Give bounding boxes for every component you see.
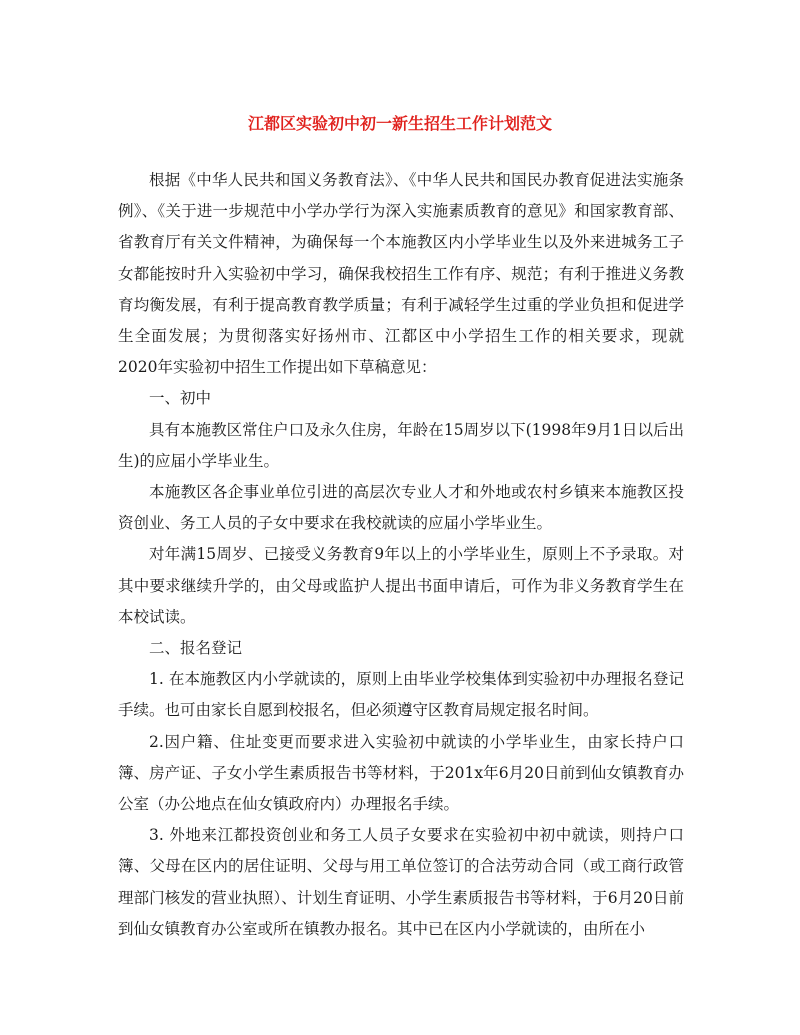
section-heading-junior-high: 一、初中	[149, 389, 212, 408]
section-heading-registration: 二、报名登记	[149, 639, 243, 658]
paragraph-registration-3: 3. 外地来江都投资创业和务工人员子女要求在实验初中初中就读，则持户口簿、父母在区内的居住证明、父母与用工单位签订的合法劳动合同（或工商行政管理部门核发的营业执照）、计划生育证明、小学生素质报告书等材料，于6月20日前到仙女镇教育办公室或所在镇教办报名。其中已在区内小学就读的，由所在小	[118, 826, 684, 938]
document-title: 江都区实验初中初一新生招生工作计划范文	[247, 114, 552, 133]
paragraph-age-limit: 对年满15周岁、已接受义务教育9年以上的小学毕业生，原则上不予录取。对其中要求继续升学的，由父母或监护人提出书面申请后，可作为非义务教育学生在本校试读。	[118, 545, 684, 626]
paragraph-registration-1: 1. 在本施教区内小学就读的，原则上由毕业学校集体到实验初中办理报名登记手续。也可由家长自愿到校报名，但必须遵守区教育局规定报名时间。	[118, 670, 684, 720]
document-body	[118, 165, 684, 945]
paragraph-registration-2: 2.因户籍、住址变更而要求进入实验初中就读的小学毕业生，由家长持户口簿、房产证、子女小学生素质报告书等材料，于201x年6月20日前到仙女镇教育办公室（办公地点在仙女镇政府内）办理报名手续。	[118, 732, 684, 814]
paragraph-eligibility-residence: 具有本施教区常住户口及永久住房，年龄在15周岁以下(1998年9月1日以后出生)的应届小学毕业生。	[118, 420, 684, 470]
paragraph-eligibility-talent: 本施教区各企事业单位引进的高层次专业人才和外地或农村乡镇来本施教区投资创业、务工人员的子女中要求在我校就读的应届小学毕业生。	[118, 483, 684, 533]
paragraph-intro: 根据《中华人民共和国义务教育法》、《中华人民共和国民办教育促进法实施条例》、《关于进一步规范中小学办学行为深入实施素质教育的意见》和国家教育部、省教育厅有关文件精神，为确保每一个本施教区内小学毕业生以及外来进城务工子女都能按时升入实验初中学习，确保我校招生工作有序、规范；有利于推进义务教育均衡发展，有利于提高教育教学质量；有利于减轻学生过重的学业负担和促进学生全面发展；为贯彻落实好扬州市、江都区中小学招生工作的相关要求，现就2020年实验初中招生工作提出如下草稿意见：	[118, 171, 684, 377]
